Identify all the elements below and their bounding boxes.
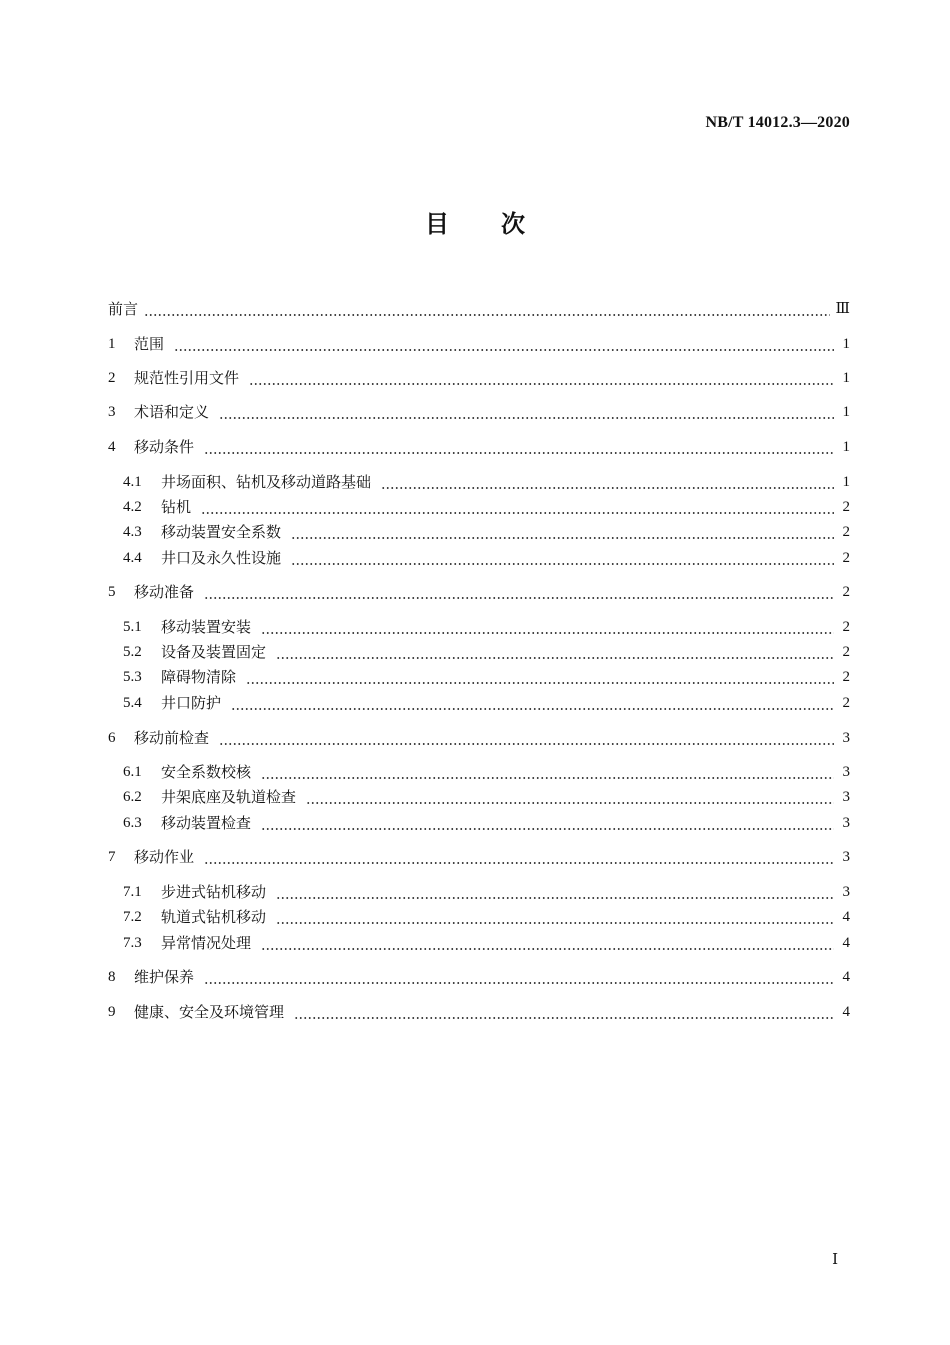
toc-title-char-2: 次 <box>501 210 525 238</box>
toc-entry[interactable] <box>123 521 850 543</box>
page-number: Ⅰ <box>832 1252 838 1268</box>
toc-entry[interactable] <box>123 761 850 783</box>
toc-leader-dots <box>219 401 834 423</box>
toc-entry-label: 移动作业 <box>134 848 195 866</box>
toc-entry-number: 6.3 <box>123 815 142 831</box>
toc-leader-dots <box>276 641 834 663</box>
toc-entry-number: 4.1 <box>123 474 142 490</box>
toc-leader-dots <box>204 966 834 988</box>
toc-entry-number: 4.3 <box>123 524 142 540</box>
toc-entry-page: 1 <box>842 439 850 455</box>
toc-entry-page: 4 <box>842 969 850 985</box>
toc-entry-page: 2 <box>842 644 850 660</box>
toc-entry[interactable] <box>123 812 850 834</box>
toc-entry-number: 2 <box>108 370 116 386</box>
toc-entry-number: 5.1 <box>123 619 142 635</box>
toc-leader-dots <box>276 906 834 928</box>
toc-leader-dots <box>381 471 834 493</box>
toc-entry-page: 2 <box>842 695 850 711</box>
toc-leader-dots <box>246 666 834 688</box>
toc-entry[interactable] <box>108 846 850 868</box>
toc-leader-dots <box>231 692 834 714</box>
toc-entry-number: 7.2 <box>123 909 142 925</box>
toc-leader-dots <box>204 581 834 603</box>
toc-entry[interactable] <box>123 932 850 954</box>
toc-entry-page: 2 <box>842 524 850 540</box>
toc-title-char-1: 目 <box>425 210 449 238</box>
toc-entry-page: 4 <box>842 935 850 951</box>
toc-entry-label: 安全系数校核 <box>161 763 252 781</box>
toc-entry-number: 1 <box>108 336 116 352</box>
toc-entry[interactable] <box>123 666 850 688</box>
toc-entry-number: 7.1 <box>123 884 142 900</box>
toc-entry-label: 移动前检查 <box>134 729 210 747</box>
toc-entry-page: 1 <box>842 336 850 352</box>
toc-entry-page: Ⅲ <box>835 301 850 317</box>
toc-entry[interactable] <box>123 906 850 928</box>
toc-entry-page: 4 <box>842 909 850 925</box>
toc-entry-label: 异常情况处理 <box>161 934 252 952</box>
toc-entry-number: 4.2 <box>123 499 142 515</box>
toc-entry-label: 障碍物清除 <box>161 668 237 686</box>
toc-entry-label: 设备及装置固定 <box>161 643 267 661</box>
toc-entry[interactable] <box>123 692 850 714</box>
toc-leader-dots <box>219 727 834 749</box>
toc-entry-number: 5.3 <box>123 669 142 685</box>
toc-entry[interactable] <box>123 881 850 903</box>
toc-entry-number: 6.1 <box>123 764 142 780</box>
toc-entry[interactable] <box>108 727 850 749</box>
toc-entry-label: 维护保养 <box>134 968 195 986</box>
toc-entry-label: 井口防护 <box>161 694 222 712</box>
toc-entry-number: 7.3 <box>123 935 142 951</box>
toc-entry-number: 4 <box>108 439 116 455</box>
toc-entry-page: 2 <box>842 619 850 635</box>
toc-entry-page: 3 <box>842 764 850 780</box>
toc-entry-page: 2 <box>842 584 850 600</box>
toc-entry-page: 1 <box>842 370 850 386</box>
toc-entry[interactable] <box>108 581 850 603</box>
toc-entry-number: 5.2 <box>123 644 142 660</box>
toc-entry[interactable] <box>123 786 850 808</box>
document-code: NB/T 14012.3—2020 <box>705 114 850 131</box>
toc-entry-label: 井场面积、钻机及移动道路基础 <box>161 473 372 491</box>
toc-entry-label: 移动准备 <box>134 583 195 601</box>
toc-entry-page: 1 <box>842 474 850 490</box>
toc-entry[interactable] <box>123 547 850 569</box>
toc-entry[interactable] <box>123 616 850 638</box>
toc-entry-label: 术语和定义 <box>134 403 210 421</box>
toc-entry[interactable] <box>123 496 850 518</box>
toc-leader-dots <box>261 932 834 954</box>
toc-entry-number: 6.2 <box>123 789 142 805</box>
toc-entry-number: 5 <box>108 584 116 600</box>
toc-entry[interactable] <box>108 333 850 355</box>
toc-entry-number: 6 <box>108 730 116 746</box>
toc-entry-label: 步进式钻机移动 <box>161 883 267 901</box>
toc-leader-dots <box>276 881 834 903</box>
toc-leader-dots <box>291 521 834 543</box>
toc-entry-page: 3 <box>842 815 850 831</box>
toc-entry-label: 移动条件 <box>134 438 195 456</box>
toc-leader-dots <box>201 496 834 518</box>
toc-entry-number: 9 <box>108 1004 116 1020</box>
toc-leader-dots <box>249 367 834 389</box>
toc-entry-label: 移动装置检查 <box>161 814 252 832</box>
toc-entry-label: 规范性引用文件 <box>134 369 240 387</box>
toc-leader-dots <box>261 812 834 834</box>
toc-entry-label: 范围 <box>134 335 165 353</box>
toc-entry-page: 4 <box>842 1004 850 1020</box>
toc-entry-page: 2 <box>842 669 850 685</box>
toc-leader-dots <box>294 1001 834 1023</box>
toc-entry[interactable] <box>108 1001 850 1023</box>
toc-entry-label: 钻机 <box>161 498 192 516</box>
toc-leader-dots <box>291 547 834 569</box>
toc-entry[interactable] <box>108 401 850 423</box>
toc-entry-page: 3 <box>842 789 850 805</box>
toc-leader-dots <box>261 616 834 638</box>
toc-entry-label: 移动装置安全系数 <box>161 523 282 541</box>
toc-entry-page: 3 <box>842 849 850 865</box>
toc-entry-page: 3 <box>842 884 850 900</box>
toc-entry-label: 前言 <box>108 300 139 318</box>
toc-entry[interactable] <box>108 966 850 988</box>
toc-entry-label: 移动装置安装 <box>161 618 252 636</box>
toc-leader-dots <box>204 846 834 868</box>
toc-entry-number: 5.4 <box>123 695 142 711</box>
toc-entry-label: 健康、安全及环境管理 <box>134 1003 285 1021</box>
toc-leader-dots <box>174 333 834 355</box>
toc-entry-number: 4.4 <box>123 550 142 566</box>
toc-leader-dots <box>204 436 834 458</box>
toc-entry[interactable] <box>123 641 850 663</box>
toc-entry-page: 3 <box>842 730 850 746</box>
toc-entry-number: 8 <box>108 969 116 985</box>
toc-entry-page: 2 <box>842 550 850 566</box>
toc-leader-dots <box>306 786 834 808</box>
toc-entry[interactable] <box>108 436 850 458</box>
toc-entry-number: 3 <box>108 404 116 420</box>
toc-leader-dots <box>144 298 830 320</box>
toc-entry-page: 2 <box>842 499 850 515</box>
toc-entry-label: 井口及永久性设施 <box>161 549 282 567</box>
toc-leader-dots <box>261 761 834 783</box>
toc-entry-number: 7 <box>108 849 116 865</box>
toc-entry-label: 轨道式钻机移动 <box>161 908 267 926</box>
toc-entry[interactable] <box>123 471 850 493</box>
toc-entry[interactable] <box>108 298 850 320</box>
toc-entry-label: 井架底座及轨道检查 <box>161 788 297 806</box>
toc-entry-page: 1 <box>842 404 850 420</box>
toc-entry[interactable] <box>108 367 850 389</box>
